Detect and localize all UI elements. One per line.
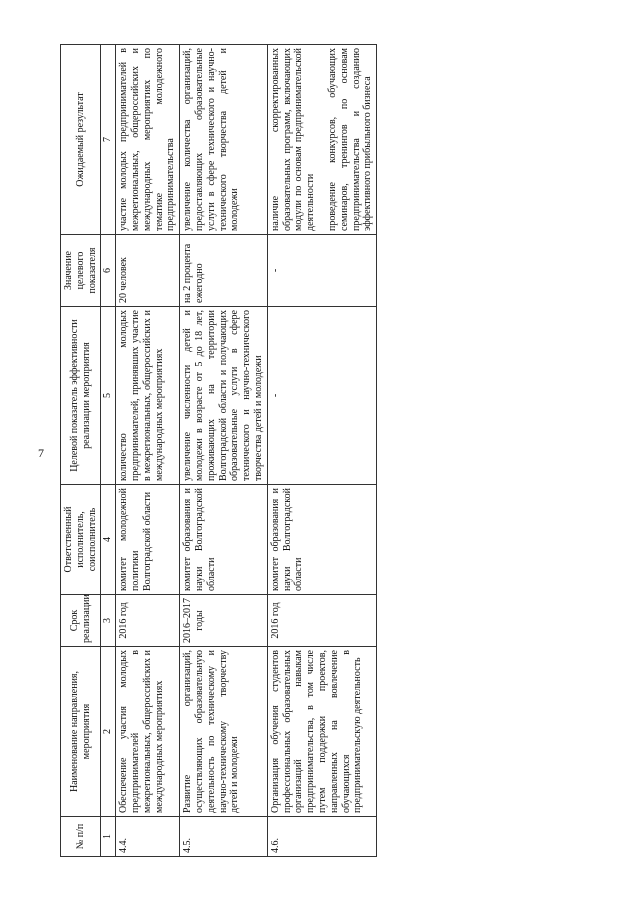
measure-name: Развитие организаций, осуществляющих образовательную деятельность по техническому и научно-техническому творчеству детей и молодежи: [180, 647, 268, 817]
page-number: 7: [38, 446, 44, 460]
table-row: [267, 45, 376, 857]
measures-table: [60, 44, 377, 857]
header-cell: Срок реализации: [61, 595, 101, 647]
executor: комитет образования и науки Волгоградской области: [267, 485, 376, 595]
expected-result: участие молодых предпринимателей в межрегиональных, общероссийских и международных мероприятиях по тематике молодежного предпринимательства: [116, 45, 180, 235]
executor: комитет молодежной политики Волгоградской области: [116, 485, 180, 595]
row-number: 4.6.: [267, 817, 376, 857]
header-cell: Целевой показатель эффективности реализации мероприятия: [61, 307, 101, 485]
indicator: количество молодых предпринимателей, принявших участие в межрегиональных, общероссийских и международных мероприятиях: [116, 307, 180, 485]
indicator-value: 20 человек: [116, 235, 180, 307]
table-row: [116, 45, 180, 857]
row-number: 4.5.: [180, 817, 268, 857]
indicator-value: -: [267, 235, 376, 307]
table-row: [180, 45, 268, 857]
column-number: 3: [101, 595, 116, 647]
indicator-value: на 2 процента ежегодно: [180, 235, 268, 307]
measure-name: Организация обучения студентов профессиональных образовательных организаций навыкам предпринимательства, в том числе путем поддержки проектов, направленных на вовлечение обучающихся в предпринимательскую деятельность: [267, 647, 376, 817]
table-header-row: [61, 45, 101, 857]
expected-result: увеличение количества организаций, предоставляющих образовательные услуги в сфере технического и научно-технического творчества детей и молодежи: [180, 45, 268, 235]
column-number: 7: [101, 45, 116, 235]
header-cell: Значение целевого показателя: [61, 235, 101, 307]
header-cell: Наименование направления, мероприятия: [61, 647, 101, 817]
executor: комитет образования и науки Волгоградской области: [180, 485, 268, 595]
measure-name: Обеспечение участия молодых предпринимателей в межрегиональных, общероссийских и международных мероприятиях: [116, 647, 180, 817]
expected-result-cell: [267, 45, 376, 235]
column-number: 5: [101, 307, 116, 485]
header-cell: Ожидаемый результат: [61, 45, 101, 235]
column-number: 1: [101, 817, 116, 857]
column-number: 2: [101, 647, 116, 817]
header-cell: Ответственный исполнитель, соисполнитель: [61, 485, 101, 595]
spacer: [317, 48, 327, 231]
term: 2016 год: [267, 595, 376, 647]
indicator: -: [267, 307, 376, 485]
indicator: увеличение численности детей и молодежи в возрасте от 5 до 18 лет, проживающих на территории Волгоградской области и получающих образовательные услуги в сфере технического и научно-технического творчества детей и молодежи: [180, 307, 268, 485]
column-number: 4: [101, 485, 116, 595]
row-number: 4.4.: [116, 817, 180, 857]
expected-result-extra: проведение конкурсов, обучающих семинаров, тренингов по основам предпринимательства и созданию эффективного прибыльного бизнеса: [326, 48, 374, 231]
column-number-row: [101, 45, 116, 857]
header-cell: № п/п: [61, 817, 101, 857]
column-number: 6: [101, 235, 116, 307]
expected-result: наличие скорректированных образовательных программ, включающих модули по основам предпринимательской деятельности: [269, 48, 317, 231]
term: 2016 год: [116, 595, 180, 647]
term: 2016–2017 годы: [180, 595, 268, 647]
